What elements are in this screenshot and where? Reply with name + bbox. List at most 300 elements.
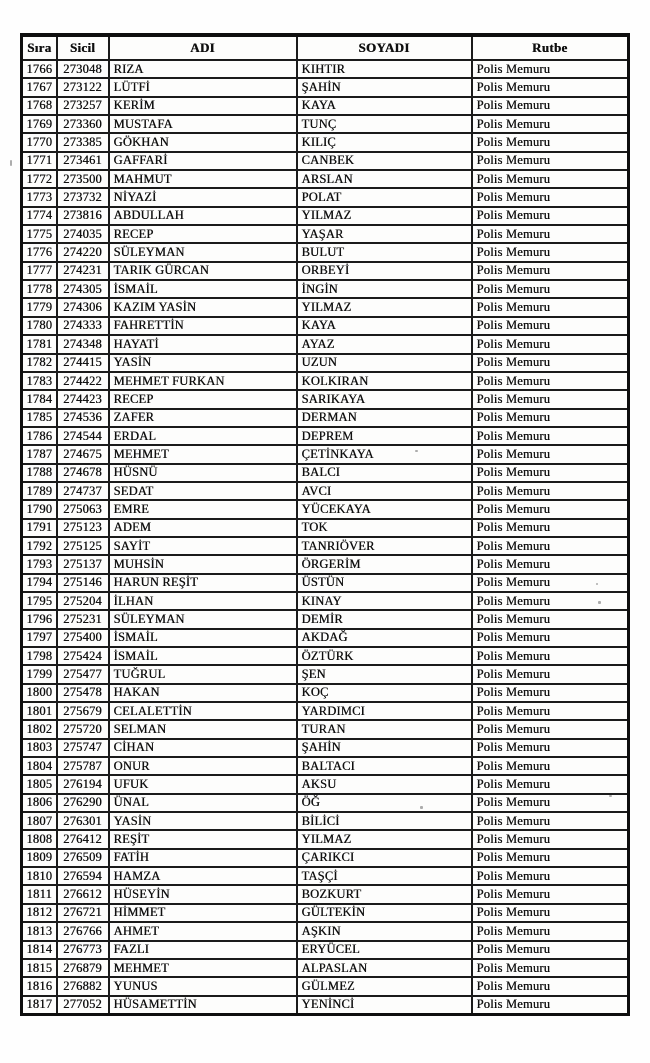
cell-soyadi: SARIKAYA [297, 390, 472, 408]
cell-soyadi: YAŞAR [297, 225, 472, 243]
cell-sira: 1784 [22, 390, 57, 408]
cell-adi: HARUN REŞİT [109, 574, 297, 592]
cell-rutbe: Polis Memuru [472, 372, 629, 390]
table-row [22, 115, 629, 133]
cell-soyadi: TANRIÖVER [297, 537, 472, 555]
table-row [22, 60, 629, 78]
table-row [22, 97, 629, 115]
cell-sicil: 274422 [57, 372, 109, 390]
cell-adi: SÜLEYMAN [109, 610, 297, 628]
cell-soyadi: AYAZ [297, 335, 472, 353]
cell-soyadi: UZUN [297, 354, 472, 372]
cell-adi: KERİM [109, 97, 297, 115]
table-row [22, 445, 629, 463]
cell-sira: 1792 [22, 537, 57, 555]
cell-sira: 1814 [22, 941, 57, 959]
cell-sicil: 275747 [57, 739, 109, 757]
table-row [22, 702, 629, 720]
table-row [22, 390, 629, 408]
table-row [22, 684, 629, 702]
cell-rutbe: Polis Memuru [472, 317, 629, 335]
cell-soyadi: ARSLAN [297, 170, 472, 188]
cell-sira: 1770 [22, 133, 57, 151]
cell-soyadi: ALPASLAN [297, 959, 472, 977]
cell-sira: 1787 [22, 445, 57, 463]
cell-adi: MEHMET FURKAN [109, 372, 297, 390]
cell-sicil: 273385 [57, 133, 109, 151]
cell-sicil: 275063 [57, 500, 109, 518]
cell-sira: 1811 [22, 885, 57, 903]
cell-sira: 1794 [22, 574, 57, 592]
cell-adi: İSMAİL [109, 647, 297, 665]
table-row [22, 537, 629, 555]
cell-adi: CELALETTİN [109, 702, 297, 720]
cell-rutbe: Polis Memuru [472, 720, 629, 738]
cell-adi: İSMAİL [109, 280, 297, 298]
cell-adi: ÜNAL [109, 794, 297, 812]
cell-sicil: 273732 [57, 188, 109, 206]
cell-rutbe: Polis Memuru [472, 152, 629, 170]
cell-sicil: 274035 [57, 225, 109, 243]
cell-soyadi: KILIÇ [297, 133, 472, 151]
cell-rutbe: Polis Memuru [472, 78, 629, 96]
cell-sicil: 273816 [57, 207, 109, 225]
cell-adi: HÜSEYİN [109, 885, 297, 903]
cell-adi: YASİN [109, 354, 297, 372]
cell-rutbe: Polis Memuru [472, 409, 629, 427]
cell-sira: 1800 [22, 684, 57, 702]
scan-speck [598, 601, 601, 604]
cell-rutbe: Polis Memuru [472, 519, 629, 537]
cell-sira: 1813 [22, 922, 57, 940]
cell-adi: HİMMET [109, 904, 297, 922]
cell-soyadi: KAYA [297, 317, 472, 335]
cell-adi: ADEM [109, 519, 297, 537]
cell-soyadi: KOÇ [297, 684, 472, 702]
scan-speck [596, 583, 598, 585]
cell-rutbe: Polis Memuru [472, 922, 629, 940]
cell-soyadi: ŞEN [297, 665, 472, 683]
cell-sicil: 276766 [57, 922, 109, 940]
cell-sira: 1805 [22, 775, 57, 793]
cell-rutbe: Polis Memuru [472, 555, 629, 573]
cell-soyadi: TOK [297, 519, 472, 537]
cell-adi: MUHSİN [109, 555, 297, 573]
cell-sira: 1771 [22, 152, 57, 170]
cell-sicil: 274306 [57, 298, 109, 316]
cell-soyadi: POLAT [297, 188, 472, 206]
scan-speck [420, 806, 423, 809]
cell-sira: 1801 [22, 702, 57, 720]
cell-adi: MUSTAFA [109, 115, 297, 133]
cell-sira: 1797 [22, 629, 57, 647]
cell-soyadi: DEMİR [297, 610, 472, 628]
table-row [22, 409, 629, 427]
cell-soyadi: AKSU [297, 775, 472, 793]
cell-rutbe: Polis Memuru [472, 885, 629, 903]
cell-adi: RECEP [109, 225, 297, 243]
cell-soyadi: ÖĞ [297, 794, 472, 812]
table-row [22, 592, 629, 610]
cell-soyadi: BALTACI [297, 757, 472, 775]
cell-adi: REŞİT [109, 830, 297, 848]
table-row [22, 317, 629, 335]
cell-rutbe: Polis Memuru [472, 977, 629, 995]
cell-sira: 1796 [22, 610, 57, 628]
cell-soyadi: KAYA [297, 97, 472, 115]
cell-sicil: 274348 [57, 335, 109, 353]
col-header-rutbe: Rutbe [472, 35, 629, 60]
cell-rutbe: Polis Memuru [472, 959, 629, 977]
table-row [22, 243, 629, 261]
cell-rutbe: Polis Memuru [472, 298, 629, 316]
cell-rutbe: Polis Memuru [472, 592, 629, 610]
cell-adi: FAHRETTİN [109, 317, 297, 335]
table-row [22, 262, 629, 280]
table-row [22, 372, 629, 390]
cell-rutbe: Polis Memuru [472, 757, 629, 775]
table-row [22, 207, 629, 225]
cell-rutbe: Polis Memuru [472, 97, 629, 115]
cell-sicil: 276301 [57, 812, 109, 830]
table-row [22, 812, 629, 830]
table-row [22, 959, 629, 977]
table-row [22, 904, 629, 922]
cell-adi: ERDAL [109, 427, 297, 445]
table-row [22, 647, 629, 665]
cell-soyadi: YILMAZ [297, 207, 472, 225]
cell-adi: RIZA [109, 60, 297, 78]
cell-sira: 1783 [22, 372, 57, 390]
cell-soyadi: ÖZTÜRK [297, 647, 472, 665]
cell-sicil: 276773 [57, 941, 109, 959]
cell-sira: 1778 [22, 280, 57, 298]
cell-soyadi: YENİNCİ [297, 996, 472, 1015]
cell-adi: FATİH [109, 849, 297, 867]
cell-adi: İLHAN [109, 592, 297, 610]
table-row [22, 78, 629, 96]
cell-adi: HAYATİ [109, 335, 297, 353]
cell-sicil: 276721 [57, 904, 109, 922]
table-row [22, 885, 629, 903]
cell-rutbe: Polis Memuru [472, 115, 629, 133]
cell-sicil: 273461 [57, 152, 109, 170]
table-body [22, 60, 629, 1015]
cell-adi: HÜSAMETTİN [109, 996, 297, 1015]
cell-soyadi: ERYÜCEL [297, 941, 472, 959]
table-header-row [22, 35, 629, 60]
cell-sira: 1802 [22, 720, 57, 738]
cell-sira: 1815 [22, 959, 57, 977]
cell-rutbe: Polis Memuru [472, 243, 629, 261]
cell-adi: NİYAZİ [109, 188, 297, 206]
cell-rutbe: Polis Memuru [472, 482, 629, 500]
cell-sicil: 275679 [57, 702, 109, 720]
cell-rutbe: Polis Memuru [472, 207, 629, 225]
table-row [22, 482, 629, 500]
cell-sicil: 275231 [57, 610, 109, 628]
cell-adi: UFUK [109, 775, 297, 793]
cell-soyadi: AKDAĞ [297, 629, 472, 647]
cell-adi: GAFFARİ [109, 152, 297, 170]
cell-sicil: 274220 [57, 243, 109, 261]
cell-adi: TARIK GÜRCAN [109, 262, 297, 280]
cell-soyadi: YARDIMCI [297, 702, 472, 720]
cell-rutbe: Polis Memuru [472, 170, 629, 188]
table-row [22, 574, 629, 592]
cell-sicil: 274544 [57, 427, 109, 445]
cell-sira: 1782 [22, 354, 57, 372]
col-header-soyadi: SOYADI [297, 35, 472, 60]
cell-adi: HÜSNÜ [109, 464, 297, 482]
cell-soyadi: CANBEK [297, 152, 472, 170]
table-row [22, 629, 629, 647]
cell-sira: 1789 [22, 482, 57, 500]
cell-rutbe: Polis Memuru [472, 629, 629, 647]
cell-adi: ONUR [109, 757, 297, 775]
cell-soyadi: GÜLTEKİN [297, 904, 472, 922]
cell-rutbe: Polis Memuru [472, 702, 629, 720]
cell-soyadi: TAŞÇİ [297, 867, 472, 885]
cell-sira: 1817 [22, 996, 57, 1015]
cell-sicil: 274536 [57, 409, 109, 427]
cell-adi: HAKAN [109, 684, 297, 702]
cell-sicil: 275720 [57, 720, 109, 738]
cell-rutbe: Polis Memuru [472, 904, 629, 922]
cell-rutbe: Polis Memuru [472, 849, 629, 867]
cell-sicil: 276290 [57, 794, 109, 812]
cell-adi: SAYİT [109, 537, 297, 555]
cell-rutbe: Polis Memuru [472, 280, 629, 298]
cell-sicil: 277052 [57, 996, 109, 1015]
cell-adi: İSMAİL [109, 629, 297, 647]
cell-sira: 1812 [22, 904, 57, 922]
cell-sira: 1806 [22, 794, 57, 812]
cell-rutbe: Polis Memuru [472, 610, 629, 628]
cell-soyadi: DEPREM [297, 427, 472, 445]
table-row [22, 354, 629, 372]
cell-sicil: 275424 [57, 647, 109, 665]
cell-sira: 1772 [22, 170, 57, 188]
table-row [22, 298, 629, 316]
cell-rutbe: Polis Memuru [472, 739, 629, 757]
cell-sicil: 274675 [57, 445, 109, 463]
cell-sicil: 275146 [57, 574, 109, 592]
cell-sira: 1798 [22, 647, 57, 665]
cell-sira: 1790 [22, 500, 57, 518]
cell-soyadi: BOZKURT [297, 885, 472, 903]
cell-sicil: 276412 [57, 830, 109, 848]
table-row [22, 794, 629, 812]
table-row [22, 555, 629, 573]
table-row [22, 225, 629, 243]
cell-rutbe: Polis Memuru [472, 225, 629, 243]
cell-soyadi: TURAN [297, 720, 472, 738]
cell-rutbe: Polis Memuru [472, 684, 629, 702]
table-row [22, 170, 629, 188]
cell-adi: MEHMET [109, 445, 297, 463]
cell-sicil: 274333 [57, 317, 109, 335]
cell-sira: 1810 [22, 867, 57, 885]
cell-adi: ABDULLAH [109, 207, 297, 225]
table-row [22, 133, 629, 151]
table-row [22, 775, 629, 793]
cell-sicil: 273122 [57, 78, 109, 96]
cell-soyadi: AVCI [297, 482, 472, 500]
table-row [22, 335, 629, 353]
cell-sicil: 274678 [57, 464, 109, 482]
cell-sicil: 276879 [57, 959, 109, 977]
cell-sicil: 273360 [57, 115, 109, 133]
cell-soyadi: DERMAN [297, 409, 472, 427]
cell-rutbe: Polis Memuru [472, 445, 629, 463]
cell-soyadi: TUNÇ [297, 115, 472, 133]
cell-sira: 1808 [22, 830, 57, 848]
table-row [22, 941, 629, 959]
cell-rutbe: Polis Memuru [472, 996, 629, 1015]
table-row [22, 830, 629, 848]
cell-rutbe: Polis Memuru [472, 537, 629, 555]
scan-speck [609, 795, 612, 797]
table-row [22, 739, 629, 757]
table-row [22, 757, 629, 775]
cell-adi: RECEP [109, 390, 297, 408]
cell-soyadi: ÇARIKCI [297, 849, 472, 867]
cell-soyadi: ŞAHİN [297, 78, 472, 96]
cell-sira: 1788 [22, 464, 57, 482]
cell-sira: 1795 [22, 592, 57, 610]
cell-soyadi: ORBEYİ [297, 262, 472, 280]
cell-adi: GÖKHAN [109, 133, 297, 151]
cell-sicil: 275204 [57, 592, 109, 610]
cell-sira: 1781 [22, 335, 57, 353]
cell-sira: 1769 [22, 115, 57, 133]
cell-sira: 1803 [22, 739, 57, 757]
personnel-table [20, 33, 630, 1016]
cell-adi: CİHAN [109, 739, 297, 757]
cell-rutbe: Polis Memuru [472, 574, 629, 592]
cell-rutbe: Polis Memuru [472, 794, 629, 812]
table-row [22, 152, 629, 170]
cell-rutbe: Polis Memuru [472, 354, 629, 372]
cell-adi: YUNUS [109, 977, 297, 995]
cell-adi: YASİN [109, 812, 297, 830]
cell-sicil: 276612 [57, 885, 109, 903]
cell-sicil: 274231 [57, 262, 109, 280]
table-row [22, 996, 629, 1015]
cell-soyadi: BULUT [297, 243, 472, 261]
cell-sira: 1807 [22, 812, 57, 830]
cell-sicil: 276882 [57, 977, 109, 995]
scan-speck [415, 450, 418, 452]
cell-adi: AHMET [109, 922, 297, 940]
cell-sira: 1804 [22, 757, 57, 775]
cell-adi: SELMAN [109, 720, 297, 738]
cell-sira: 1785 [22, 409, 57, 427]
cell-rutbe: Polis Memuru [472, 188, 629, 206]
cell-rutbe: Polis Memuru [472, 867, 629, 885]
cell-rutbe: Polis Memuru [472, 665, 629, 683]
cell-adi: MAHMUT [109, 170, 297, 188]
cell-sira: 1780 [22, 317, 57, 335]
cell-soyadi: YILMAZ [297, 830, 472, 848]
cell-adi: TUĞRUL [109, 665, 297, 683]
cell-soyadi: BALCI [297, 464, 472, 482]
cell-rutbe: Polis Memuru [472, 390, 629, 408]
cell-rutbe: Polis Memuru [472, 941, 629, 959]
cell-sira: 1816 [22, 977, 57, 995]
table-row [22, 849, 629, 867]
cell-sira: 1786 [22, 427, 57, 445]
cell-adi: SÜLEYMAN [109, 243, 297, 261]
cell-sicil: 275123 [57, 519, 109, 537]
cell-sicil: 274415 [57, 354, 109, 372]
cell-rutbe: Polis Memuru [472, 262, 629, 280]
table-row [22, 427, 629, 445]
cell-sira: 1775 [22, 225, 57, 243]
cell-sicil: 275478 [57, 684, 109, 702]
table-row [22, 867, 629, 885]
cell-sicil: 276594 [57, 867, 109, 885]
cell-adi: LÜTFİ [109, 78, 297, 96]
cell-sicil: 276509 [57, 849, 109, 867]
cell-adi: MEHMET [109, 959, 297, 977]
cell-soyadi: YILMAZ [297, 298, 472, 316]
cell-sira: 1779 [22, 298, 57, 316]
cell-sira: 1768 [22, 97, 57, 115]
cell-sira: 1767 [22, 78, 57, 96]
cell-rutbe: Polis Memuru [472, 500, 629, 518]
table-row [22, 922, 629, 940]
table-row [22, 500, 629, 518]
cell-soyadi: KINAY [297, 592, 472, 610]
cell-soyadi: YÜCEKAYA [297, 500, 472, 518]
table-row [22, 464, 629, 482]
scan-speck [10, 160, 12, 166]
cell-adi: SEDAT [109, 482, 297, 500]
cell-adi: FAZLI [109, 941, 297, 959]
cell-soyadi: BİLİCİ [297, 812, 472, 830]
col-header-adi: ADI [109, 35, 297, 60]
cell-rutbe: Polis Memuru [472, 464, 629, 482]
cell-rutbe: Polis Memuru [472, 427, 629, 445]
cell-soyadi: ÇETİNKAYA [297, 445, 472, 463]
table-row [22, 610, 629, 628]
cell-soyadi: İNGİN [297, 280, 472, 298]
table-row [22, 665, 629, 683]
table-row [22, 188, 629, 206]
cell-sicil: 274423 [57, 390, 109, 408]
cell-soyadi: AŞKIN [297, 922, 472, 940]
cell-sicil: 274737 [57, 482, 109, 500]
cell-rutbe: Polis Memuru [472, 60, 629, 78]
cell-rutbe: Polis Memuru [472, 133, 629, 151]
cell-sira: 1774 [22, 207, 57, 225]
table-row [22, 519, 629, 537]
cell-adi: EMRE [109, 500, 297, 518]
col-header-sira: Sıra [22, 35, 57, 60]
cell-sicil: 275787 [57, 757, 109, 775]
cell-adi: HAMZA [109, 867, 297, 885]
cell-sicil: 273257 [57, 97, 109, 115]
cell-soyadi: GÜLMEZ [297, 977, 472, 995]
cell-rutbe: Polis Memuru [472, 812, 629, 830]
cell-sira: 1766 [22, 60, 57, 78]
cell-rutbe: Polis Memuru [472, 335, 629, 353]
cell-rutbe: Polis Memuru [472, 830, 629, 848]
cell-sira: 1773 [22, 188, 57, 206]
cell-soyadi: ŞAHİN [297, 739, 472, 757]
